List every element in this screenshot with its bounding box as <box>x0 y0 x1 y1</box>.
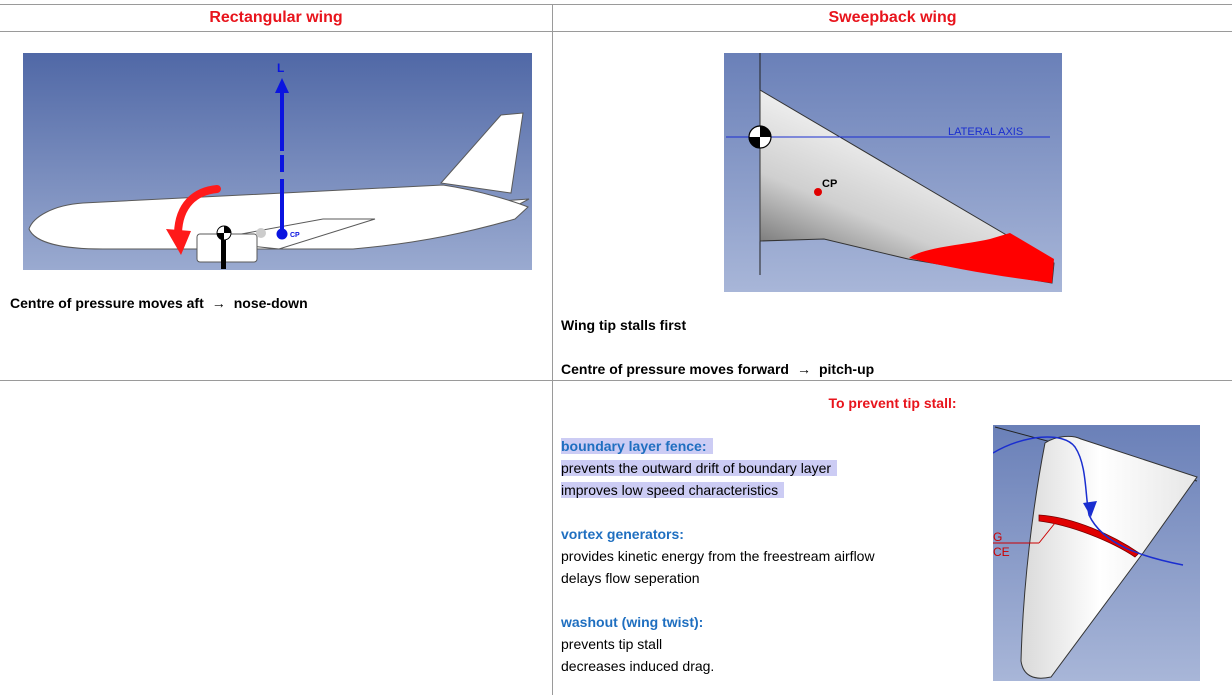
method-line: improves low speed characteristics <box>561 482 784 498</box>
method-line: delays flow seperation <box>561 570 700 586</box>
header-rectangular-wing: Rectangular wing <box>209 9 343 26</box>
boundary-layer-fence-figure <box>993 425 1200 681</box>
method-line: prevents the outward drift of boundary layer <box>561 460 837 476</box>
right-arrow-icon: → <box>796 361 811 377</box>
table-header-divider <box>0 31 1232 32</box>
cp-label: CP <box>822 178 838 190</box>
prevent-tip-stall-title: To prevent tip stall: <box>828 395 957 411</box>
landing-gear-icon <box>221 239 226 269</box>
header-sweepback-wing: Sweepback wing <box>828 9 957 26</box>
sweepback-wing-figure <box>724 53 1062 292</box>
method-title: washout (wing twist): <box>561 614 704 630</box>
fence-label-partial: CE <box>993 545 1010 559</box>
centre-of-gravity-symbol-icon <box>217 226 231 240</box>
centre-of-gravity-symbol-icon <box>749 126 771 148</box>
caption-text: Centre of pressure moves aft <box>10 295 204 311</box>
caption-result: nose-down <box>233 295 308 311</box>
rectangular-wing-aircraft-figure <box>23 53 532 270</box>
caption-result: pitch-up <box>818 361 875 377</box>
cp-label: CP <box>290 232 300 239</box>
lift-label: L <box>277 61 285 75</box>
caption-text: Centre of pressure moves forward <box>561 361 789 377</box>
rectangular-wing-caption <box>10 295 308 311</box>
cp-point-icon <box>814 188 822 196</box>
method-vortex-generators <box>561 523 875 589</box>
method-washout <box>561 611 714 677</box>
method-line: provides kinetic energy from the freestream airflow <box>561 548 875 564</box>
method-title: boundary layer fence: <box>561 438 713 454</box>
table-column-divider <box>552 4 553 695</box>
method-title: vortex generators: <box>561 526 684 542</box>
lateral-axis-label: LATERAL AXIS <box>948 126 1024 138</box>
sweepback-caption-cp <box>561 361 874 377</box>
right-arrow-icon: → <box>211 295 226 311</box>
method-boundary-layer-fence <box>561 435 837 501</box>
fence-label-partial: G <box>993 530 1003 544</box>
table-row-divider <box>0 380 1232 381</box>
method-line: decreases induced drag. <box>561 658 715 674</box>
sweepback-caption-tip-stall: Wing tip stalls first <box>561 317 687 333</box>
method-line: prevents tip stall <box>561 636 663 652</box>
